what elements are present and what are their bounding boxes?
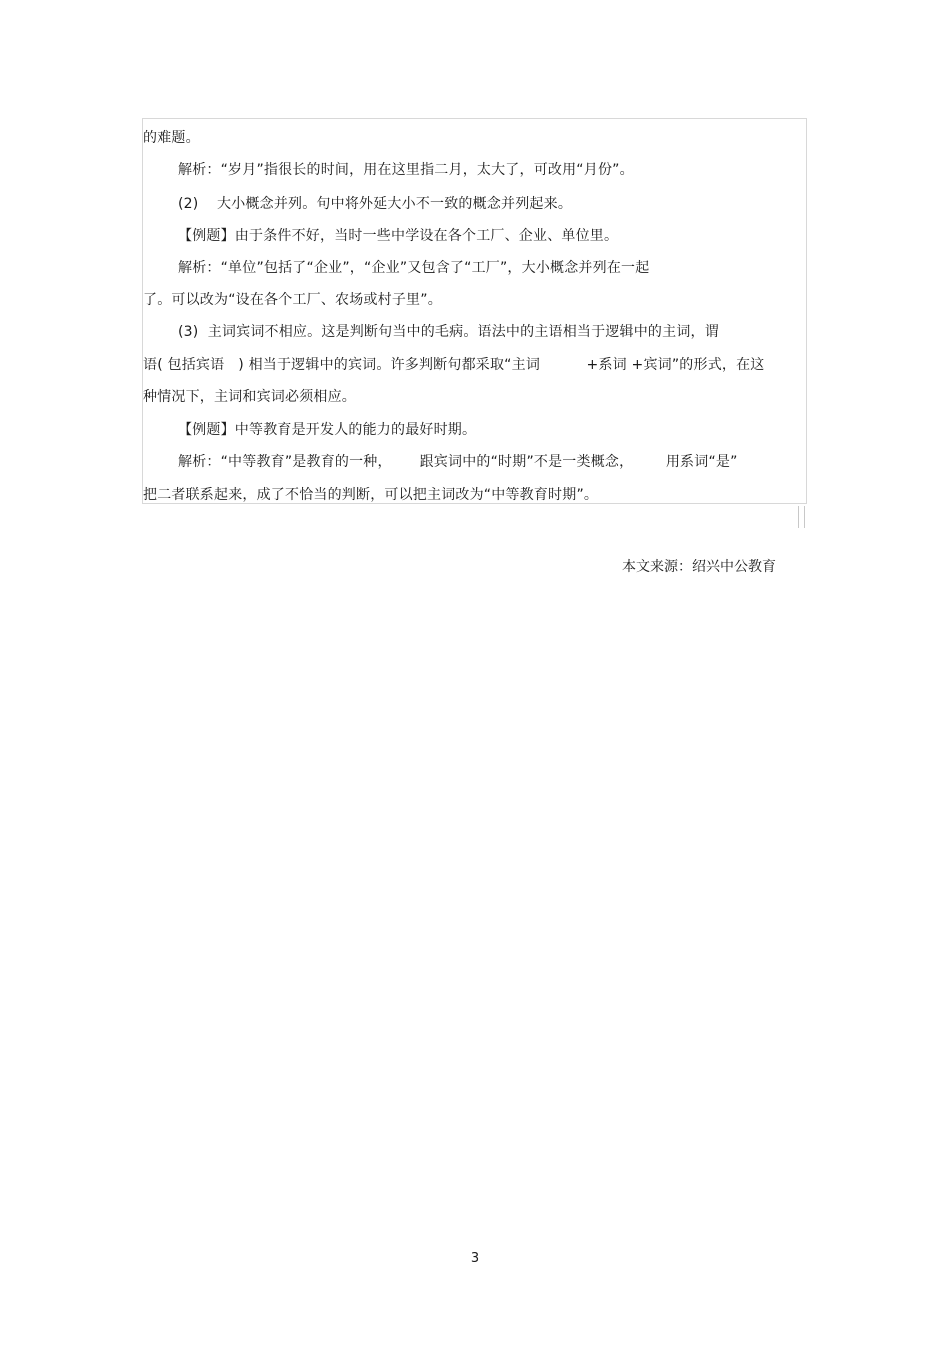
text-line-10: 【例题】中等教育是开发人的能力的最好时期。 [178,422,477,438]
text-line-9: 种情况下，主词和宾词必须相应。 [143,389,356,405]
page-number: 3 [470,1251,480,1266]
text-line-8: 语( 包括宾语 ) 相当于逻辑中的宾词。许多判断句都采取“主词 +系词 +宾词”的形式，在这 [143,357,765,373]
text-line-5: 解析：“单位”包括了“企业”，“企业”又包含了“工厂”，大小概念并列在一起 [178,260,650,276]
text-line-4: 【例题】由于条件不好，当时一些中学设在各个工厂、企业、单位里。 [178,228,619,244]
text-line-1: 的难题。 [143,130,200,146]
source-note: 本文来源：绍兴中公教育 [622,559,776,575]
text-line-12: 把二者联系起来，成了不恰当的判断，可以把主词改为“中等教育时期”。 [143,487,599,503]
text-line-3: (2) 大小概念并列。句中将外延大小不一致的概念并列起来。 [178,196,573,212]
text-line-7: (3) 主词宾词不相应。这是判断句当中的毛病。语法中的主语相当于逻辑中的主词，谓 [178,324,719,340]
text-line-2: 解析：“岁月”指很长的时间，用在这里指二月，太大了，可改用“月份”。 [178,162,634,178]
text-line-6: 了。可以改为“设在各个工厂、农场或村子里”。 [143,292,442,308]
text-line-11: 解析：“中等教育”是教育的一种， 跟宾词中的“时期”不是一类概念， 用系词“是” [178,454,738,470]
frame-corner-marker [798,506,805,528]
